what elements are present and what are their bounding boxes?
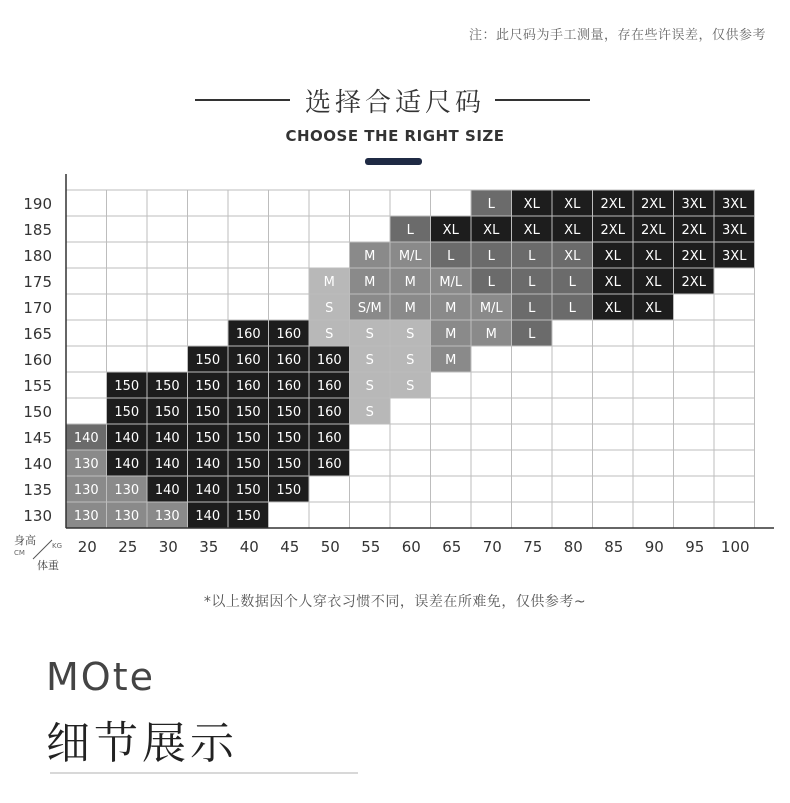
size-cell-label: 150 [235,457,261,472]
grid-cell [674,476,715,502]
grid-cell [633,502,674,528]
weight-tick-label: 45 [280,538,300,556]
grid-cell [471,398,512,424]
grid-cell [674,320,715,346]
size-cell-label: XL [645,301,662,316]
weight-tick-label: 55 [361,538,381,556]
size-cell-label: M/L [439,275,463,290]
size-cell-label: M [364,275,376,290]
grid-cell [350,190,391,216]
size-cell-label: L [528,301,536,316]
grid-cell [552,320,593,346]
grid-cell [147,190,188,216]
grid-cell [714,476,755,502]
size-cell-label: 130 [73,483,99,498]
size-cell-label: 150 [235,405,261,420]
size-cell-label: 3XL [722,223,747,238]
size-cell-label: 140 [195,457,221,472]
size-cell-label: 140 [154,483,180,498]
size-cell-label: 150 [114,405,140,420]
size-cell-label: S [406,353,415,368]
size-cell-label: 140 [154,431,180,446]
size-cell-label: 140 [154,457,180,472]
grid-cell [593,424,634,450]
grid-cell [552,424,593,450]
size-cell-label: XL [564,223,581,238]
page-title: 选择合适尺码 [304,88,485,118]
grid-cell [228,190,269,216]
weight-tick-label: 40 [239,538,259,556]
size-cell-label: L [528,327,536,342]
grid-cell [66,398,107,424]
grid-cell [512,372,553,398]
height-tick-label: 180 [23,247,52,265]
grid-cell [188,320,229,346]
size-cell-label: 2XL [681,249,706,264]
grid-cell [714,346,755,372]
grid-cell [228,242,269,268]
height-tick-label: 140 [23,455,52,473]
size-cell-label: 150 [235,509,261,524]
grid-cell [147,320,188,346]
grid-cell [714,450,755,476]
size-cell-label: 150 [276,431,302,446]
grid-cell [593,450,634,476]
size-cell-label: 160 [235,379,261,394]
size-cell-label: 140 [114,457,140,472]
grid-cell [471,502,512,528]
grid-cell [309,476,350,502]
grid-cell [107,268,148,294]
size-cell-label: L [568,275,576,290]
size-cell-label: M [445,327,457,342]
grid-cell [107,346,148,372]
grid-cell [147,346,188,372]
size-cell-label: S/M [357,301,382,316]
size-cell-label: L [568,301,576,316]
grid-cell [188,190,229,216]
size-cell-label: 160 [276,379,302,394]
size-cell-label: 150 [235,483,261,498]
grid-cell [431,372,472,398]
size-cell-label: L [487,275,495,290]
grid-cell [714,372,755,398]
grid-cell [633,372,674,398]
grid-cell [390,190,431,216]
grid-cell [107,242,148,268]
detail-section-title: 细节展示 [46,718,238,769]
weight-tick-label: 85 [604,538,624,556]
section-divider [50,772,358,774]
size-cell-label: M/L [398,249,422,264]
size-cell-label: L [528,275,536,290]
grid-cell [552,372,593,398]
size-cell-label: 160 [235,327,261,342]
size-cell-label: S [406,327,415,342]
grid-cell [593,346,634,372]
size-cell-label: S [365,327,374,342]
height-tick-label: 175 [23,273,52,291]
footnote: *以上数据因个人穿衣习惯不同，误差在所难免，仅供参考~ [203,594,587,610]
grid-cell [66,190,107,216]
size-cell-label: 160 [316,405,342,420]
grid-cell [147,242,188,268]
grid-cell [674,450,715,476]
grid-cell [350,450,391,476]
size-cell-label: L [406,223,414,238]
grid-cell [471,450,512,476]
grid-cell [674,294,715,320]
grid-cell [188,294,229,320]
grid-cell [390,476,431,502]
grid-cell [431,398,472,424]
size-cell-label: 160 [316,457,342,472]
size-cell-label: S [365,405,374,420]
grid-cell [431,190,472,216]
grid-cell [633,476,674,502]
size-cell-label: M [485,327,497,342]
grid-cell [309,190,350,216]
grid-cell [593,398,634,424]
height-tick-label: 185 [23,221,52,239]
grid-cell [269,190,310,216]
grid-cell [593,476,634,502]
grid-cell [512,346,553,372]
grid-cell [714,424,755,450]
grid-cell [66,346,107,372]
grid-cell [350,216,391,242]
grid-cell [714,398,755,424]
size-cell-label: 150 [195,353,221,368]
grid-cell [471,372,512,398]
grid-cell [66,320,107,346]
size-cell-label: 140 [114,431,140,446]
grid-cell [471,346,512,372]
grid-cell [390,424,431,450]
grid-cell [107,294,148,320]
size-cell-label: 130 [154,509,180,524]
size-cell-label: M [445,353,457,368]
size-cell-label: 150 [154,379,180,394]
grid-cell [714,320,755,346]
size-cell-label: XL [564,249,581,264]
title-right-rule [495,99,590,101]
size-cell-label: 2XL [681,223,706,238]
page-subtitle: CHOOSE THE RIGHT SIZE [285,127,505,145]
size-cell-label: S [365,379,374,394]
size-cell-label: L [487,197,495,212]
brand-name: MOte [46,655,155,699]
grid-cell [674,502,715,528]
grid-cell [107,190,148,216]
height-tick-label: 155 [23,377,52,395]
size-cell-label: XL [604,301,621,316]
size-cell-label: XL [523,223,540,238]
grid-cell [228,294,269,320]
weight-tick-label: 75 [523,538,543,556]
grid-cell [714,294,755,320]
grid-cell [269,502,310,528]
grid-cell [66,372,107,398]
grid-cell [552,346,593,372]
grid-cell [66,268,107,294]
grid-cell [552,502,593,528]
size-cell-label: 2XL [641,223,666,238]
weight-tick-label: 65 [442,538,462,556]
grid-cell [431,476,472,502]
grid-cell [552,476,593,502]
grid-cell [309,502,350,528]
weight-tick-label: 95 [685,538,705,556]
grid-cell [188,242,229,268]
grid-cell [309,216,350,242]
grid-cell [431,450,472,476]
height-tick-label: 145 [23,429,52,447]
size-chart [0,170,790,580]
size-cell-label: 150 [276,457,302,472]
size-cell-label: 130 [114,509,140,524]
size-cell-label: 160 [316,353,342,368]
size-cell-label: XL [523,197,540,212]
weight-tick-label: 100 [720,538,750,556]
grid-cell [269,268,310,294]
size-cell-label: 2XL [641,197,666,212]
grid-cell [431,502,472,528]
size-cell-label: 150 [276,405,302,420]
size-cell-label: 150 [195,431,221,446]
measurement-note: 注：此尺码为手工测量，存在些许误差，仅供参考 [468,28,766,43]
height-axis-unit: CM [14,549,25,557]
size-cell-label: 130 [114,483,140,498]
weight-tick-label: 80 [563,538,583,556]
grid-cell [350,502,391,528]
size-cell-label: 2XL [600,197,625,212]
grid-cell [674,398,715,424]
grid-cell [512,476,553,502]
height-axis-label: 身高 [14,534,36,547]
size-cell-label: 130 [73,457,99,472]
grid-cell [674,372,715,398]
size-cell-label: 160 [276,327,302,342]
grid-cell [188,268,229,294]
size-cell-label: 160 [276,353,302,368]
grid-cell [269,294,310,320]
grid-cell [593,320,634,346]
size-cell-label: S [325,327,334,342]
height-tick-label: 150 [23,403,52,421]
size-cell-label: 140 [195,509,221,524]
grid-cell [431,424,472,450]
weight-tick-label: 25 [118,538,138,556]
size-cell-label: 130 [73,509,99,524]
grid-cell [390,398,431,424]
grid-cell [147,216,188,242]
grid-cell [147,294,188,320]
height-tick-label: 190 [23,195,52,213]
size-cell-label: 150 [235,431,261,446]
size-cell-label: 150 [276,483,302,498]
size-cell-label: 2XL [600,223,625,238]
grid-cell [107,320,148,346]
size-cell-label: 2XL [681,275,706,290]
grid-cell [188,216,229,242]
grid-cell [512,450,553,476]
size-cell-label: XL [483,223,500,238]
size-cell-label: M [323,275,335,290]
grid-cell [228,268,269,294]
grid-cell [714,502,755,528]
grid-cell [633,346,674,372]
grid-cell [471,476,512,502]
grid-cell [552,450,593,476]
weight-tick-label: 90 [644,538,664,556]
size-cell-label: 150 [195,379,221,394]
weight-axis-label: 体重 [37,559,59,572]
weight-tick-label: 70 [482,538,502,556]
grid-cell [147,268,188,294]
size-cell-label: L [487,249,495,264]
size-cell-label: 150 [195,405,221,420]
height-tick-label: 170 [23,299,52,317]
grid-cell [512,398,553,424]
size-cell-label: M [445,301,457,316]
grid-cell [512,424,553,450]
grid-cell [66,216,107,242]
size-cell-label: 140 [195,483,221,498]
size-cell-label: XL [604,275,621,290]
size-cell-label: 3XL [722,249,747,264]
size-cell-label: M [404,301,416,316]
size-cell-label: 3XL [722,197,747,212]
grid-cell [390,502,431,528]
weight-tick-label: 30 [158,538,178,556]
grid-cell [309,242,350,268]
weight-tick-label: 60 [401,538,421,556]
size-cell-label: XL [645,249,662,264]
size-cell-label: M [364,249,376,264]
size-cell-label: 160 [316,379,342,394]
size-cell-label: M [404,275,416,290]
weight-tick-label: 35 [199,538,219,556]
grid-cell [66,242,107,268]
size-cell-label: S [406,379,415,394]
grid-cell [350,476,391,502]
size-cell-label: 3XL [681,197,706,212]
size-cell-label: 140 [73,431,99,446]
grid-cell [633,320,674,346]
grid-cell [269,216,310,242]
size-cell-label: XL [564,197,581,212]
size-cell-label: S [365,353,374,368]
height-tick-label: 135 [23,481,52,499]
weight-axis-unit: KG [52,542,63,550]
height-tick-label: 165 [23,325,52,343]
weight-tick-label: 20 [77,538,97,556]
grid-cell [674,346,715,372]
weight-tick-label: 50 [320,538,340,556]
size-cell-label: XL [645,275,662,290]
grid-cell [552,398,593,424]
grid-cell [107,216,148,242]
size-cell-label: L [447,249,455,264]
size-cell-label: L [528,249,536,264]
grid-cell [471,424,512,450]
grid-cell [674,424,715,450]
size-cell-label: 150 [154,405,180,420]
size-cell-label: XL [442,223,459,238]
height-tick-label: 130 [23,507,52,525]
grid-cell [633,424,674,450]
height-tick-label: 160 [23,351,52,369]
grid-cell [512,502,553,528]
grid-cell [66,294,107,320]
size-cell-label: 150 [114,379,140,394]
grid-cell [714,268,755,294]
grid-cell [633,450,674,476]
grid-cell [269,242,310,268]
grid-cell [350,424,391,450]
grid-cell [593,372,634,398]
grid-cell [633,398,674,424]
grid-cell [390,450,431,476]
size-cell-label: 160 [235,353,261,368]
size-cell-label: XL [604,249,621,264]
size-cell-label: S [325,301,334,316]
size-cell-label: M/L [479,301,503,316]
size-cell-label: 160 [316,431,342,446]
grid-cell [593,502,634,528]
grid-cell [228,216,269,242]
title-accent-bar [365,158,422,165]
